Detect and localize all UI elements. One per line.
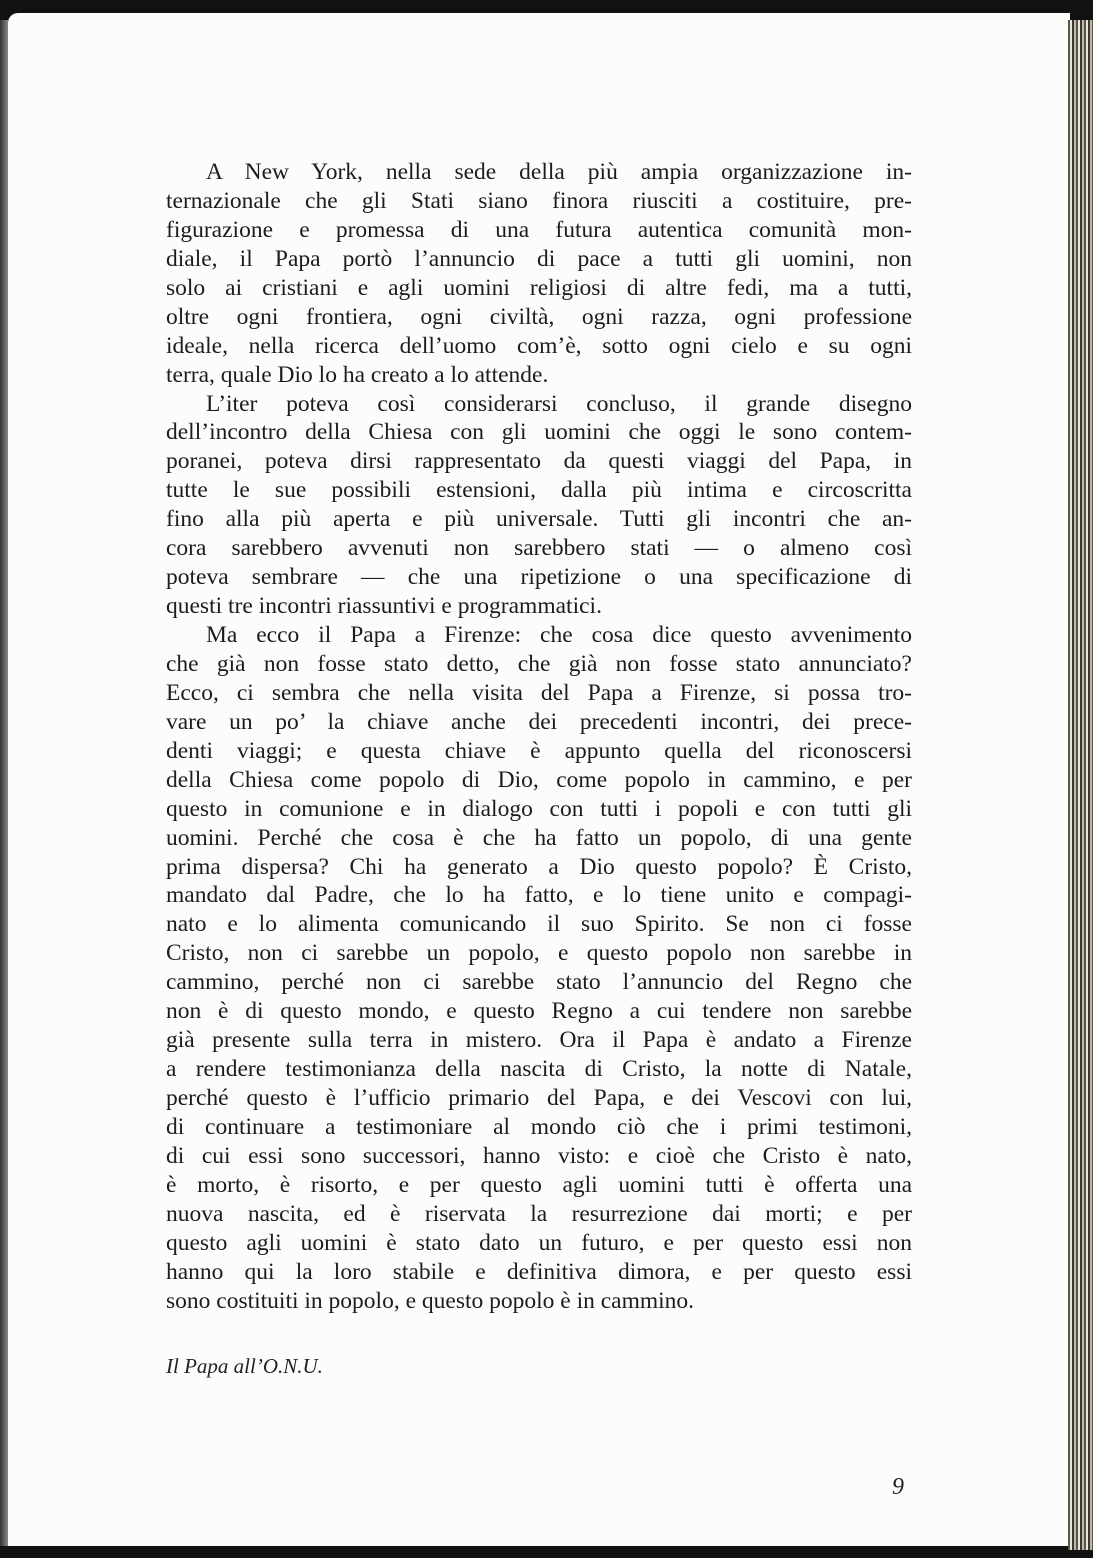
text-line: di continuare a testimoniare al mondo ciò che i primi testimoni,: [166, 1113, 912, 1140]
text-line: vare un po’ la chiave anche dei precedenti incontri, dei prece-: [166, 708, 912, 735]
text-line: questo agli uomini è stato dato un futuro, e per questo essi non: [166, 1229, 912, 1256]
text-line: mandato dal Padre, che lo ha fatto, e lo tiene unito e compagi-: [166, 882, 912, 909]
text-line: solo ai cristiani e agli uomini religiosi di altre fedi, ma a tutti,: [166, 274, 912, 301]
text-line: poranei, poteva dirsi rappresentato da questi viaggi del Papa, in: [166, 448, 912, 475]
text-line: cora sarebbero avvenuti non sarebbero stati — o almeno così: [166, 535, 912, 562]
text-line: poteva sembrare — che una ripetizione o una specificazione di: [166, 564, 912, 591]
text-line: perché questo è l’ufficio primario del Papa, e dei Vescovi con lui,: [166, 1085, 912, 1111]
text-line: non è di questo mondo, e questo Regno a cui tendere non sarebbe: [166, 998, 912, 1025]
text-line: uomini. Perché che cosa è che ha fatto un popolo, di una gente: [166, 824, 912, 851]
figure-caption: Il Papa all’O.N.U.: [166, 1354, 323, 1378]
text-line: Ecco, ci sembra che nella visita del Papa a Firenze, si possa tro-: [166, 679, 912, 706]
text-line: oltre ogni frontiera, ogni civiltà, ogni razza, ogni professione: [166, 303, 912, 330]
text-line: figurazione e promessa di una futura autentica comunità mon-: [166, 216, 912, 243]
text-line: cammino, perché non ci sarebbe stato l’annuncio del Regno che: [166, 969, 912, 996]
page-stack-edge: [1068, 20, 1093, 1550]
paragraph: [166, 158, 912, 390]
text-line: nato e lo alimenta comunicando il suo Spirito. Se non ci fosse: [166, 911, 912, 938]
text-line: questo in comunione e in dialogo con tutti i popoli e con tutti gli: [166, 795, 912, 822]
text-line: tutte le sue possibili estensioni, dalla più intima e circoscritta: [166, 477, 912, 504]
text-line: fino alla più aperta e più universale. Tutti gli incontri che an-: [166, 506, 912, 533]
text-line: dell’incontro della Chiesa con gli uomini che oggi le sono contem-: [166, 419, 912, 446]
paragraph: [166, 621, 912, 1316]
page-number: 9: [892, 1474, 904, 1500]
body-text: [166, 158, 912, 1316]
text-line: A New York, nella sede della più ampia organizzazione in-: [206, 159, 912, 185]
text-line: Ma ecco il Papa a Firenze: che cosa dice questo avvenimento: [206, 622, 912, 648]
text-line: della Chiesa come popolo di Dio, come popolo in cammino, e per: [166, 766, 912, 793]
text-line: questi tre incontri riassuntivi e programmatici.: [166, 593, 602, 620]
text-line: L’iter poteva così considerarsi concluso, il grande disegno: [206, 390, 912, 417]
text-line: sono costituiti in popolo, e questo popolo è in cammino.: [166, 1287, 695, 1314]
text-line: terra, quale Dio lo ha creato a lo attende.: [166, 361, 549, 388]
text-line: ternazionale che gli Stati siano finora riusciti a costituire, pre-: [166, 187, 912, 214]
text-line: hanno qui la loro stabile e definitiva dimora, e per questo essi: [166, 1258, 912, 1285]
text-line: nuova nascita, ed è riservata la resurrezione dai morti; e per: [166, 1200, 912, 1227]
text-line: denti viaggi; e questa chiave è appunto quella del riconoscersi: [166, 737, 912, 764]
text-line: di cui essi sono successori, hanno visto: e cioè che Cristo è nato,: [166, 1142, 912, 1169]
text-line: diale, il Papa portò l’annuncio di pace a tutti gli uomini, non: [166, 245, 912, 272]
paragraph: [166, 390, 912, 622]
text-line: ideale, nella ricerca dell’uomo com’è, sotto ogni cielo e su ogni: [166, 332, 912, 359]
text-line: già presente sulla terra in mistero. Ora il Papa è andato a Firenze: [166, 1027, 912, 1054]
book-spine-edge: [0, 20, 8, 1546]
text-line: Cristo, non ci sarebbe un popolo, e questo popolo non sarebbe in: [166, 940, 912, 967]
text-line: che già non fosse stato detto, che già non fosse stato annunciato?: [166, 650, 912, 677]
text-line: prima dispersa? Chi ha generato a Dio questo popolo? È Cristo,: [166, 853, 912, 880]
text-line: a rendere testimonianza della nascita di Cristo, la notte di Natale,: [166, 1056, 912, 1083]
text-line: è morto, è risorto, e per questo agli uomini tutti è offerta una: [166, 1171, 912, 1198]
